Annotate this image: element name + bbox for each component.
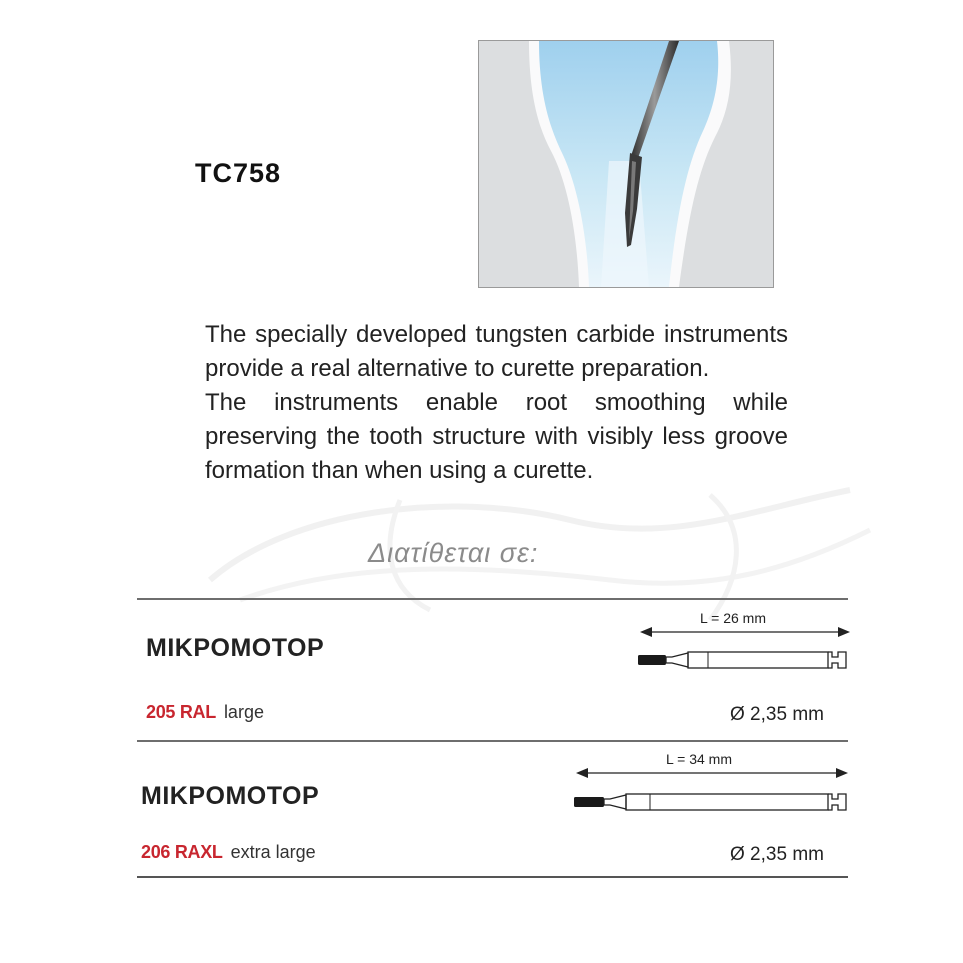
- section-divider: [137, 876, 848, 878]
- product-description: [205, 318, 788, 488]
- carbide-bur-icon: [574, 790, 850, 814]
- description-paragraph: The specially developed tungsten carbide instruments provide a real alternative to curette preparation.: [205, 321, 788, 382]
- length-label: L = 34 mm: [666, 751, 733, 767]
- variant-size: large: [223, 702, 264, 722]
- diameter-label: Ø 2,35 mm: [730, 704, 824, 725]
- description-paragraph: The instruments enable root smoothing while preserving the tooth structure with visibly less groove formation than when using a curette.: [205, 389, 788, 484]
- tooth-root-instrument-illustration-icon: [479, 41, 773, 287]
- variant-code-line: [141, 842, 316, 863]
- diameter-label: Ø 2,35 mm: [730, 844, 824, 865]
- double-arrow-icon: [576, 765, 848, 781]
- section-divider: [137, 598, 848, 600]
- product-code: TC758: [195, 158, 282, 188]
- variant-type: ΜΙΚΡΟΜΟΤΟΡ: [141, 782, 320, 810]
- tooth-illustration: [478, 40, 774, 288]
- section-divider: [137, 740, 848, 742]
- variant-code-line: [146, 702, 264, 723]
- availability-heading: Διατίθεται σε:: [368, 538, 539, 568]
- variant-type: ΜΙΚΡΟΜΟΤΟΡ: [146, 634, 325, 662]
- length-label: L = 26 mm: [700, 610, 767, 626]
- double-arrow-icon: [640, 624, 850, 640]
- variant-size: extra large: [230, 842, 316, 862]
- variant-code: 206 RAXL: [141, 842, 223, 862]
- carbide-bur-icon: [638, 648, 850, 672]
- variant-code: 205 RAL: [146, 702, 216, 722]
